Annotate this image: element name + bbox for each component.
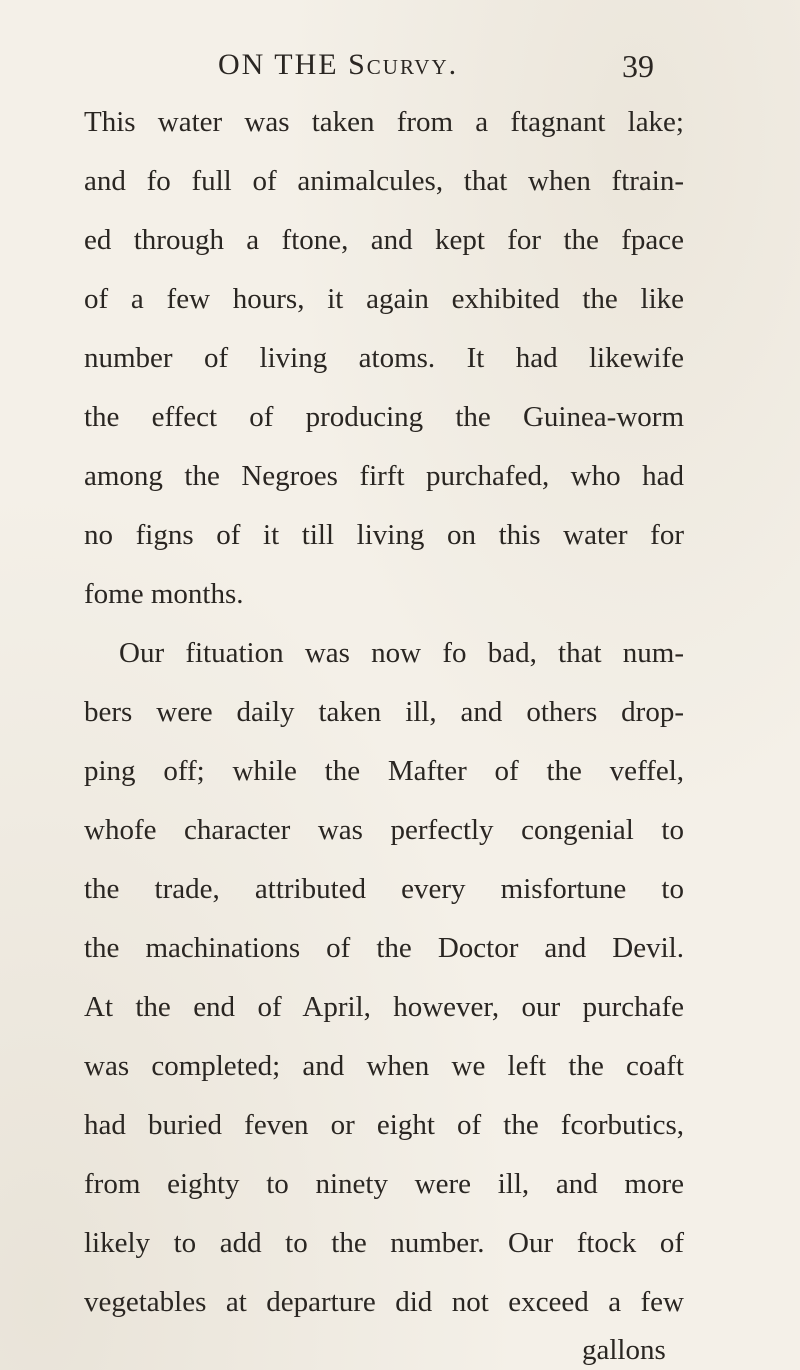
text-line: of a few hours, it again exhibited the like	[84, 283, 684, 315]
text-line: ping off; while the Mafter of the veffel,	[84, 755, 684, 787]
text-line: among the Negroes firft purchafed, who had	[84, 460, 684, 492]
text-line: whofe character was perfectly congenial to	[84, 814, 684, 846]
text-line: had buried feven or eight of the fcorbutics,	[84, 1109, 684, 1141]
text-line: fome months.	[84, 578, 244, 610]
running-head-title: ON THE Scurvy.	[218, 48, 459, 81]
text-line: the machinations of the Doctor and Devil.	[84, 932, 684, 964]
text-line: bers were daily taken ill, and others drop-	[84, 696, 684, 728]
text-line: likely to add to the number. Our ftock of	[84, 1227, 684, 1259]
text-line: and fo full of animalcules, that when ftrain-	[84, 165, 684, 197]
text-line: ed through a ftone, and kept for the fpace	[84, 224, 684, 256]
text-line: from eighty to ninety were ill, and more	[84, 1168, 684, 1200]
text-line: number of living atoms. It had likewife	[84, 342, 684, 374]
text-line: At the end of April, however, our purchafe	[84, 991, 684, 1023]
text-line: This water was taken from a ftagnant lake;	[84, 106, 684, 138]
page-number: 39	[622, 48, 654, 84]
text-line: was completed; and when we left the coaft	[84, 1050, 684, 1082]
running-head	[0, 48, 800, 98]
text-line: the trade, attributed every misfortune to	[84, 873, 684, 905]
text-line: vegetables at departure did not exceed a few	[84, 1286, 684, 1318]
paragraph-start-line: Our fituation was now fo bad, that num-	[119, 637, 684, 669]
catchword: gallons	[582, 1334, 666, 1366]
text-line: no figns of it till living on this water for	[84, 519, 684, 551]
text-line: the effect of producing the Guinea-worm	[84, 401, 684, 433]
